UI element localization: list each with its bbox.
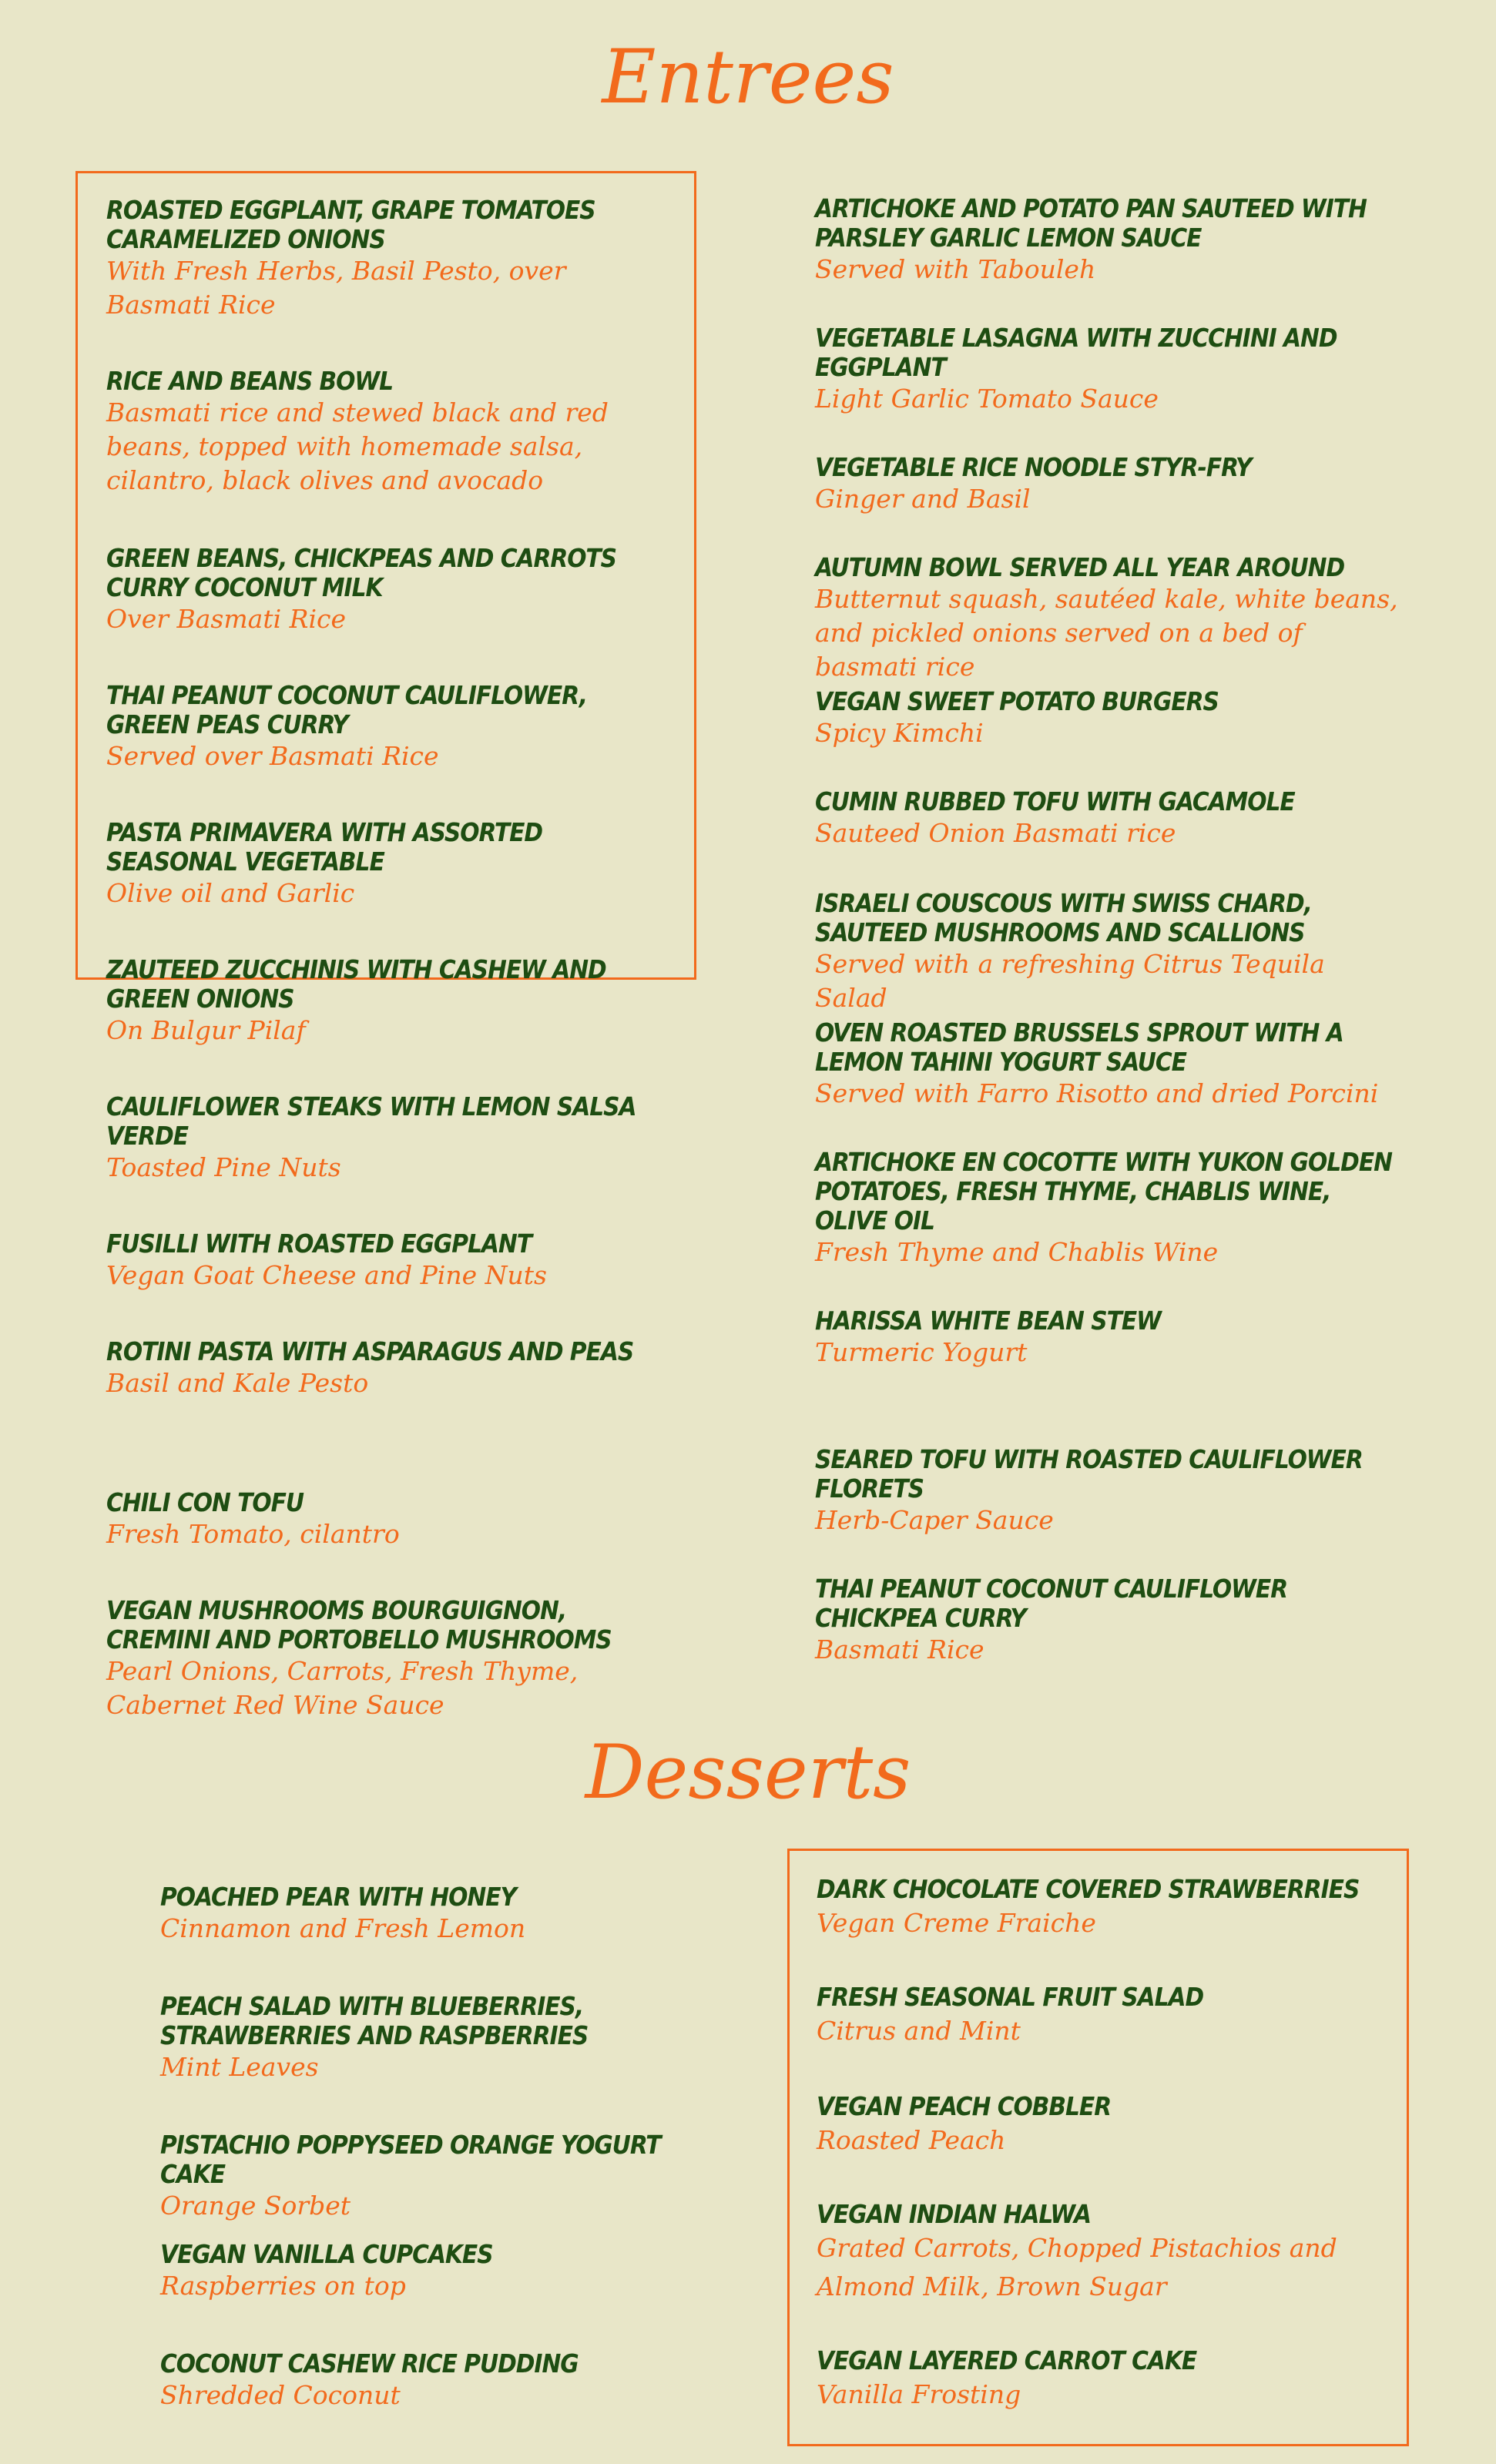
item-description: Over Basmati Rice [106, 604, 347, 634]
item-name: VEGAN VANILLA CUPCAKES [160, 2239, 493, 2269]
item-name: ARTICHOKE EN COCOTTE WITH YUKON GOLDEN POTATOES, FRESH THYME, CHABLIS WINE, OLIVE OIL [815, 1147, 1392, 1235]
item-name: HARISSA WHITE BEAN STEW [815, 1306, 1161, 1336]
item-name: FRESH SEASONAL FRUIT SALAD [817, 1982, 1204, 2012]
item-name: CAULIFLOWER STEAKS WITH LEMON SALSA VERDE [106, 1091, 636, 1151]
menu-item [815, 889, 1400, 1015]
item-name: OVEN ROASTED BRUSSELS SPROUT WITH A LEMON TAHINI YOGURT SAUCE [815, 1017, 1343, 1077]
item-name: PISTACHIO POPPYSEED ORANGE YOGURT CAKE [160, 2130, 661, 2189]
item-name: PASTA PRIMAVERA WITH ASSORTED SEASONAL VEGETABLE [106, 817, 543, 877]
menu-item [817, 2346, 1402, 2414]
item-name: VEGAN LAYERED CARROT CAKE [817, 2345, 1197, 2375]
item-name: DARK CHOCOLATE COVERED STRAWBERRIES [817, 1874, 1360, 1904]
item-name: COCONUT CASHEW RICE PUDDING [160, 2348, 579, 2379]
item-description: Vegan Goat Cheese and Pine Nuts [106, 1260, 547, 1290]
item-description: Pearl Onions, Carrots, Fresh Thyme, Cabernet Red Wine Sauce [106, 1656, 579, 1720]
item-name: ARTICHOKE AND POTATO PAN SAUTEED WITH PARSLEY GARLIC LEMON SAUCE [815, 193, 1367, 253]
item-name: FUSILLI WITH ROASTED EGGPLANT [106, 1229, 532, 1259]
menu-item [815, 687, 1400, 750]
menu-item [815, 787, 1400, 850]
item-description: Served with a refreshing Citrus Tequila Salad [815, 949, 1325, 1013]
menu-item [160, 2240, 715, 2303]
item-name: CHILI CON TOFU [106, 1487, 304, 1517]
menu-item [817, 2092, 1402, 2160]
item-description: Basmati Rice [815, 1634, 984, 1664]
item-name: VEGAN INDIAN HALWA [817, 2199, 1091, 2229]
item-description: Fresh Tomato, cilantro [106, 1519, 400, 1549]
item-description: Raspberries on top [160, 2271, 406, 2301]
item-name: PEACH SALAD WITH BLUEBERRIES, STRAWBERRIES AND RASPBERRIES [160, 1991, 589, 2050]
item-description: Grated Carrots, Chopped Pistachios and Almond Milk, Brown Sugar [817, 2233, 1337, 2301]
item-name: THAI PEANUT COCONUT CAULIFLOWER, GREEN PEAS CURRY [106, 680, 587, 739]
item-description: With Fresh Herbs, Basil Pesto, over Basmati Rice [106, 256, 566, 320]
item-name: ROASTED EGGPLANT, GRAPE TOMATOES CARAMELIZED ONIONS [106, 195, 595, 254]
menu-item [815, 194, 1400, 287]
menu-item [815, 1018, 1400, 1111]
menu-item [160, 2349, 715, 2412]
item-name: THAI PEANUT COCONUT CAULIFLOWER CHICKPEA CURRY [815, 1574, 1288, 1633]
item-description: Butternut squash, sautéed kale, white beans, and pickled onions served on a bed of basmati rice [815, 584, 1398, 682]
menu-item [817, 1983, 1402, 2050]
item-description: Served with Farro Risotto and dried Porcini [815, 1078, 1379, 1108]
menu-item [160, 1882, 715, 1946]
menu-item [817, 1875, 1402, 1943]
item-description: Cinnamon and Fresh Lemon [160, 1913, 526, 1943]
item-description: Ginger and Basil [815, 484, 1031, 514]
item-description: Served with Tabouleh [815, 254, 1096, 284]
menu-item [815, 1445, 1400, 1537]
menu-item [815, 1574, 1400, 1667]
item-name: SEARED TOFU WITH ROASTED CAULIFLOWER FLORETS [815, 1444, 1363, 1504]
item-description: Toasted Pine Nuts [106, 1152, 341, 1182]
menu-item [817, 2200, 1402, 2306]
item-description: Served over Basmati Rice [106, 741, 439, 771]
item-description: Vanilla Frosting [817, 2379, 1021, 2409]
item-description: Roasted Peach [817, 2125, 1006, 2155]
item-description: Herb-Caper Sauce [815, 1505, 1054, 1535]
item-name: CUMIN RUBBED TOFU WITH GACAMOLE [815, 786, 1295, 816]
item-description: Light Garlic Tomato Sauce [815, 384, 1159, 414]
item-description: Basmati rice and stewed black and red beans, topped with homemade salsa, cilantro, black olives and avocado [106, 397, 609, 495]
item-description: Spicy Kimchi [815, 718, 984, 748]
item-name: AUTUMN BOWL SERVED ALL YEAR AROUND [815, 552, 1345, 582]
item-name: VEGAN MUSHROOMS BOURGUIGNON, CREMINI AND PORTOBELLO MUSHROOMS [106, 1595, 612, 1654]
item-name: POACHED PEAR WITH HONEY [160, 1882, 516, 1912]
item-name: ZAUTEED ZUCCHINIS WITH CASHEW AND GREEN ONIONS [106, 954, 606, 1014]
item-name: ISRAELI COUSCOUS WITH SWISS CHARD, SAUTEED MUSHROOMS AND SCALLIONS [815, 888, 1312, 947]
item-description: Fresh Thyme and Chablis Wine [815, 1237, 1219, 1267]
menu-item [160, 2130, 715, 2223]
item-description: Orange Sorbet [160, 2191, 351, 2221]
item-name: RICE AND BEANS BOWL [106, 366, 394, 396]
item-description: Olive oil and Garlic [106, 878, 355, 908]
item-name: ROTINI PASTA WITH ASPARAGUS AND PEAS [106, 1336, 634, 1366]
menu-item [815, 1148, 1400, 1269]
entrees-title: Entrees [602, 34, 894, 120]
item-name: GREEN BEANS, CHICKPEAS AND CARROTS CURRY COCONUT MILK [106, 543, 617, 602]
menu-item [815, 1306, 1400, 1369]
item-name: VEGAN SWEET POTATO BURGERS [815, 686, 1219, 716]
item-description: Basil and Kale Pesto [106, 1368, 369, 1398]
item-description: On Bulgur Pilaf [106, 1015, 306, 1045]
menu-item [160, 1992, 715, 2084]
item-description: Shredded Coconut [160, 2380, 401, 2410]
item-description: Citrus and Mint [817, 2016, 1021, 2046]
item-name: VEGETABLE LASAGNA WITH ZUCCHINI AND EGGPLANT [815, 323, 1337, 382]
desserts-title: Desserts [585, 1729, 911, 1815]
item-name: VEGETABLE RICE NOODLE STYR-FRY [815, 452, 1252, 482]
item-description: Sauteed Onion Basmati rice [815, 818, 1176, 848]
item-name: VEGAN PEACH COBBLER [817, 2091, 1112, 2121]
item-description: Turmeric Yogurt [815, 1337, 1028, 1367]
item-description: Vegan Creme Fraiche [817, 1908, 1096, 1938]
menu-item [815, 553, 1400, 684]
item-description: Mint Leaves [160, 2052, 319, 2082]
menu-item [815, 324, 1400, 416]
menu-item [815, 453, 1400, 516]
